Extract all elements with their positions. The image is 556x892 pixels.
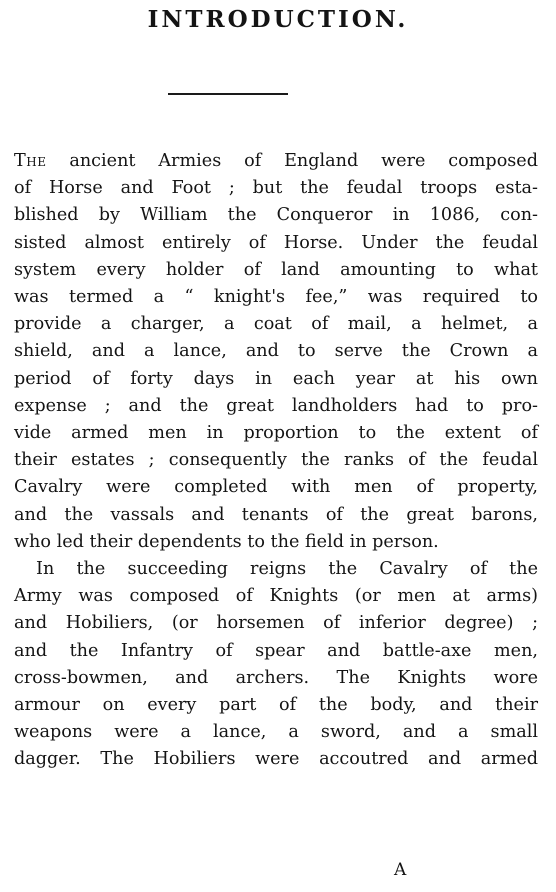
- text-line: provide a charger, a coat of mail, a helmet, a: [14, 314, 538, 335]
- text-line: of Horse and Foot ; but the feudal troops esta-: [14, 178, 538, 199]
- text-line: Cavalry were completed with men of property,: [14, 477, 538, 498]
- text-line: and the vassals and tenants of the great barons,: [14, 504, 538, 525]
- body-text: [14, 148, 538, 774]
- text-line: was termed a “ knight's fee,” was required to: [14, 287, 538, 308]
- text-line: period of forty days in each year at his own: [14, 368, 538, 389]
- text-line: expense ; and the great landholders had to pro-: [14, 395, 538, 416]
- page-title: INTRODUCTION.: [147, 6, 409, 33]
- text-line: armour on every part of the body, and their: [14, 695, 538, 716]
- signature-mark: A: [394, 860, 407, 880]
- text-line: who led their dependents to the field in person.: [14, 531, 439, 552]
- text-line: their estates ; consequently the ranks of the feudal: [14, 450, 538, 471]
- text-line: blished by William the Conqueror in 1086, con-: [14, 205, 538, 226]
- text-line: and Hobiliers, (or horsemen of inferior degree) ;: [14, 613, 538, 634]
- text-line: vide armed men in proportion to the extent of: [14, 423, 538, 444]
- lead-word: The: [14, 151, 47, 171]
- text-line: The ancient Armies of England were composed: [14, 151, 538, 171]
- text-line: cross-bowmen, and archers. The Knights wore: [14, 667, 538, 688]
- text-line: shield, and a lance, and to serve the Crown a: [14, 341, 538, 362]
- text-line: sisted almost entirely of Horse. Under the feudal: [14, 232, 538, 253]
- title-divider: [168, 93, 288, 95]
- text-line: system every holder of land amounting to what: [14, 259, 538, 280]
- text-line: and the Infantry of spear and battle-axe men,: [14, 640, 538, 661]
- text-line: Army was composed of Knights (or men at arms): [14, 586, 538, 607]
- text-line: In the succeeding reigns the Cavalry of the: [36, 559, 538, 580]
- text-line: dagger. The Hobiliers were accoutred and armed: [14, 749, 538, 770]
- text-line: weapons were a lance, a sword, and a small: [14, 722, 538, 743]
